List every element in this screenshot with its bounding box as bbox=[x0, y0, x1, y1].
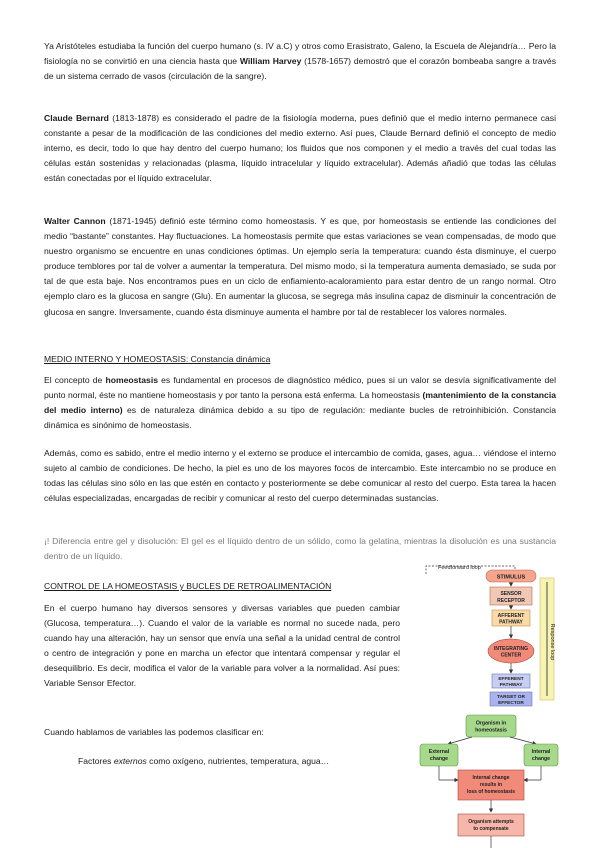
paragraph-walter-cannon bbox=[44, 214, 556, 320]
paragraph-intercambio: Además, como es sabido, entre el medio interno y el externo se produce el intercambio de comida, gases, agua… viéndose el interno sujeto al cambio de condiciones. De hecho, la piel es uno de los mayores focos de intercambio. Este intercambio no se produce en todas las células sino sólo en las que estén en contacto y posteriormente se debe comunicar al resto del cuerpo. Esta tarea la hacen células especializadas, encargadas de recibir y comunicar al resto del cuerpo determinadas sustancias. bbox=[44, 448, 556, 504]
efferent-label: EFFERENT bbox=[498, 677, 524, 682]
term-definition: (mantenimiento de la constancia del medio interno) bbox=[44, 390, 556, 416]
section-heading-medio-interno: MEDIO INTERNO Y HOMEOSTASIS: Constancia dinámica bbox=[44, 354, 271, 364]
attempts-compensate-box bbox=[458, 814, 524, 836]
paragraph-text: (1813-1878) es considerado el padre de la fisiología moderna, pues definió que el medio interno permanece casi constante a pesar de la modificación de las condiciones del medio externo. Así pues, Claude Bernard definió el concepto de medio interno, es decir, todo lo que hay dentro del cuerpo humano; los fluidos que nos componen y el medio a través del cual todas las células están sostenidas y relacionadas (plasma, líquido intracelular y líquido extracelular). Además añadió que todas las células están conectadas por el líquido extracelular. bbox=[44, 113, 556, 184]
homeostasis-label: homeostasis bbox=[475, 727, 507, 734]
paragraph-text: (1871-1945) definió este término como homeostasis. Y es que, por homeostasis se entiende las condiciones del medio “bastante” constantes. Hay fluctuaciones. La homeostasis permite que estas variaciones se vean compensadas, de modo que nuestro organismo se encuentre en unas condiciones óptimas. Un ejemplo sería la temperatura: cuando ésta disminuye, el cuerpo produce temblores por tal de volver a aumentar la temperatura. Del mismo modo, si la temperatura aumenta demasiado, se suda por tal de que esta baje. Nos encontramos pues en un ciclo de enfiamiento-acaloramiento para estar dentro de un rango normal. Otro ejemplo claro es la glucosa en sangre (Glu). En aumentar la glucosa, se segrega más insulina capaz de disminuir la concentración de glucosa en sangre. Inversamente, cuando ésta disminuye aumenta el hambre por tal de restablecer los valores normales. bbox=[44, 216, 556, 317]
name-claude-bernard: Claude Bernard bbox=[44, 113, 109, 123]
paragraph-variables: Cuando hablamos de variables las podemos clasificar en: bbox=[44, 727, 264, 737]
paragraph-factores-externos bbox=[78, 754, 398, 769]
external-label: External bbox=[428, 749, 450, 755]
compensate-label: to compensate bbox=[473, 826, 509, 832]
internal-change-result-label: Internal change bbox=[472, 775, 510, 781]
attempts-label: Organism attempts bbox=[468, 819, 514, 825]
section-heading-control: CONTROL DE LA HOMEOSTASIS y BUCLES DE RETROALIMENTACIÓN bbox=[44, 581, 332, 591]
internal-change-label: change bbox=[531, 756, 551, 762]
paragraph-aristoteles bbox=[44, 39, 556, 84]
paragraph-text: como oxígeno, nutrientes, temperatura, agua… bbox=[146, 756, 330, 766]
center-label: CENTER bbox=[500, 652, 522, 659]
internal-change-box bbox=[524, 744, 558, 766]
internal-label: Internal bbox=[531, 749, 551, 755]
target-label: TARGET OR bbox=[497, 695, 525, 700]
paragraph-homeostasis bbox=[44, 373, 556, 433]
term-externos: externos bbox=[113, 756, 147, 766]
term-homeostasis: homeostasis bbox=[105, 375, 158, 385]
homeostasis-flow-diagram bbox=[412, 712, 580, 848]
paragraph-text: es de naturaleza dinámica debido a su tipo de regulación: mediante bucles de retroinhibición. Constancia dinámica es sinónimo de homeostasis. bbox=[44, 405, 556, 431]
efferent-pathway-label: PATHWAY bbox=[499, 683, 523, 688]
paragraph-text: Factores bbox=[78, 756, 114, 766]
feedforward-label: Feedforward loop bbox=[438, 565, 481, 571]
receptor-label: RECEPTOR bbox=[497, 598, 525, 604]
results-in-label: results in bbox=[479, 782, 503, 788]
response-loop-label: Response loop bbox=[549, 623, 555, 661]
external-change-label: change bbox=[429, 756, 449, 762]
name-william-harvey: William Harvey bbox=[239, 56, 302, 67]
reflex-loop-diagram bbox=[420, 562, 580, 708]
afferent-pathway-label: PATHWAY bbox=[499, 619, 523, 626]
name-walter-cannon: Walter Cannon bbox=[44, 216, 106, 226]
note-gel-disolucion: ¡! Diferencia entre gel y disolución: El gel es el líquido dentro de un sólido, como la gelatina, mientras la disolución es una sustancia dentro de un líquido. bbox=[44, 536, 556, 562]
paragraph-text: El concepto de bbox=[44, 375, 106, 385]
effector-label: EFFECTOR bbox=[498, 701, 524, 706]
paragraph-text: (1578-1657) demostró que el corazón bombeaba sangre a través de un sistema cerrado de vasos (circulación de la sangre). bbox=[44, 56, 556, 82]
afferent-label: AFFERENT bbox=[497, 613, 525, 619]
loss-of-homeostasis-label: loss of homeostasis bbox=[466, 789, 516, 795]
paragraph-claude-bernard bbox=[44, 111, 556, 186]
paragraph-sensores: En el cuerpo humano hay diversos sensores y diversas variables que pueden cambiar (Glucosa, temperatura…). Cuando el valor de la variable es normal no sucede nada, pero cuando hay una alteración, hay un sensor que envía una señal a la unidad central de control o centro de integración y pone en marcha un efector que intentará compensar y regular el desequilibrio. Es decir, modifica el valor de la variable para volver a la normalidad. Así pues: Variable Sensor Efector. bbox=[44, 603, 400, 689]
paragraph-text: Ya Aristóteles estudiaba la función del cuerpo humano (s. IV a.C) y otros como Erasistrato, Galeno, la Escuela de Alejandría… Pero la fisiología no se convirtió en una ciencia hasta que bbox=[44, 41, 556, 67]
external-change-box bbox=[420, 744, 458, 766]
sensor-label: SENSOR bbox=[500, 591, 522, 597]
paragraph-text: es fundamental en procesos de diagnóstico médico, pues si un valor se desvía significativamente del punto normal, éste no mantiene homeostasis y por tanto la persona está enferma. La homeostasis bbox=[44, 375, 556, 401]
integrating-label: INTEGRATING bbox=[493, 646, 529, 652]
organism-label: Organism in bbox=[475, 720, 507, 727]
stimulus-label: STIMULUS bbox=[496, 574, 526, 581]
